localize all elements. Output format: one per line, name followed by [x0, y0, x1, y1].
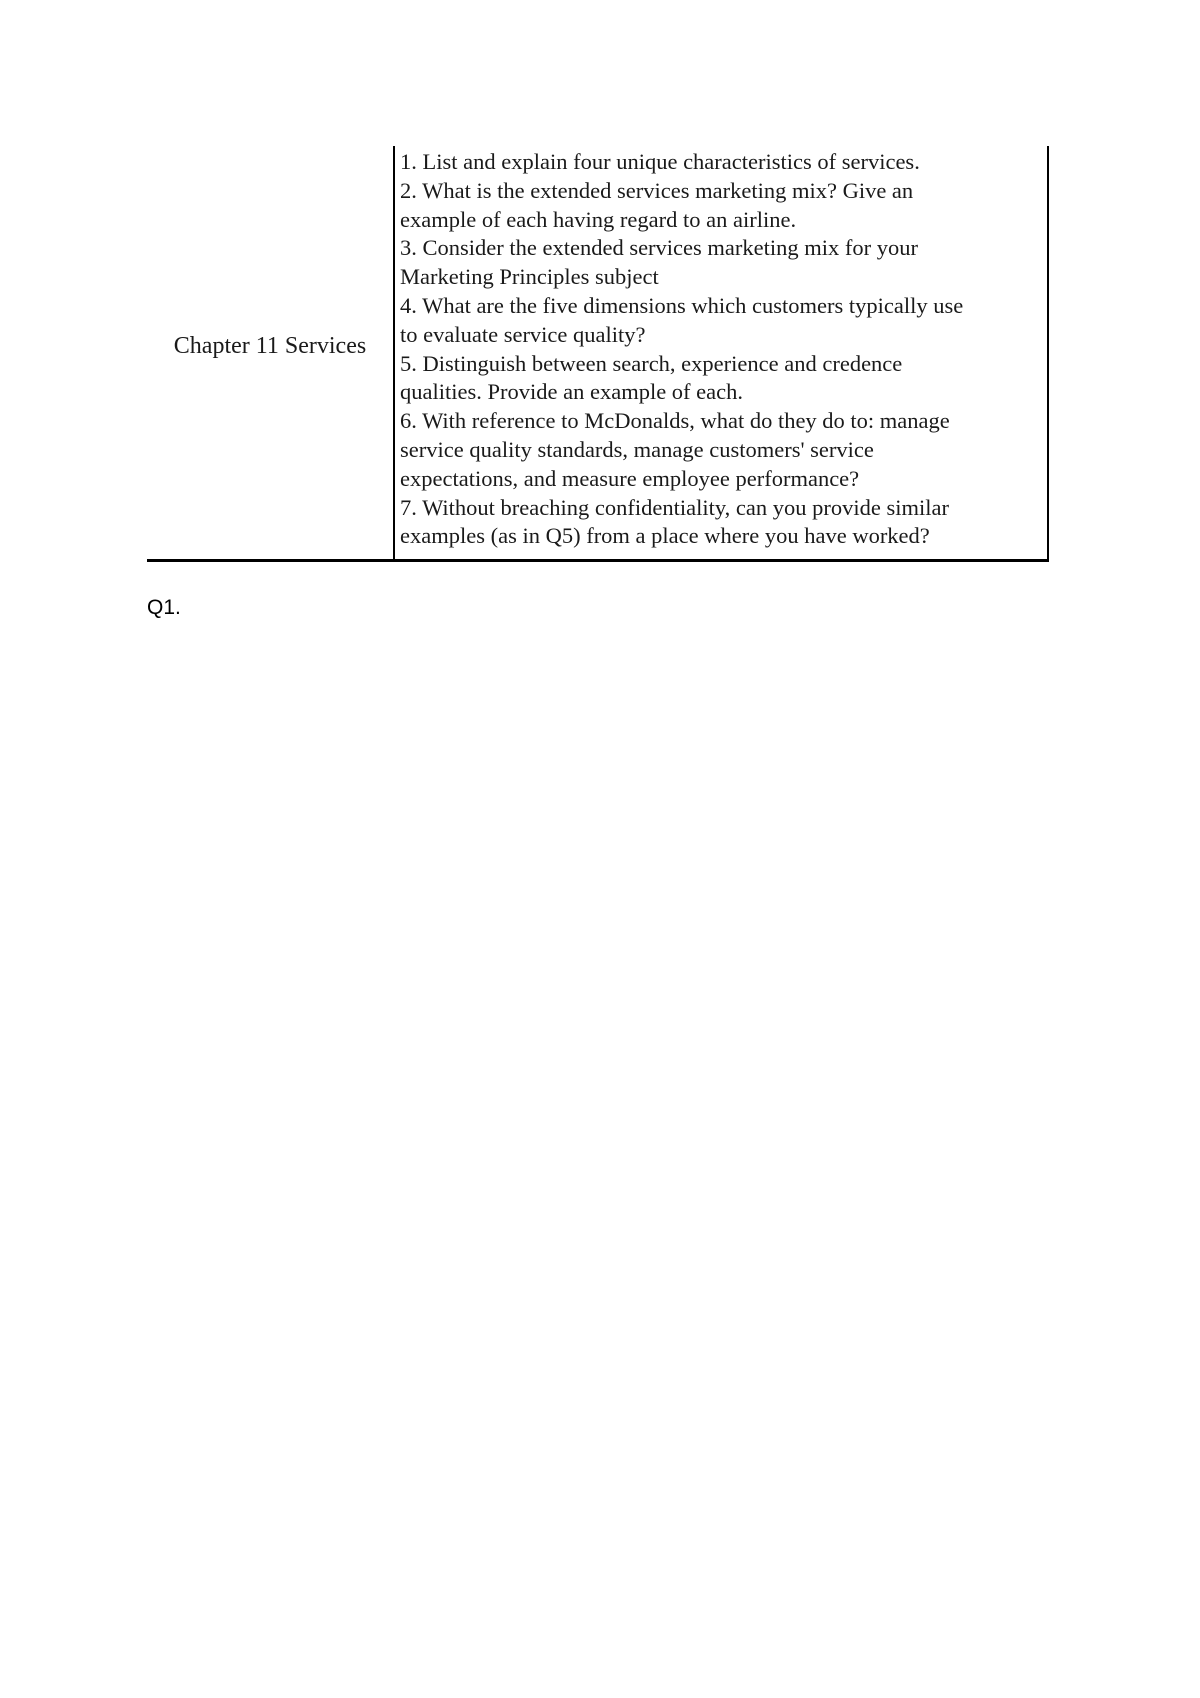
chapter-title: Chapter 11 Services — [173, 333, 367, 359]
question-6: 6. With reference to McDonalds, what do they do to: manage service quality standards, manage customers' service expectations, and measure employee performance? — [400, 408, 950, 491]
question-3: 3. Consider the extended services marketing mix for your Marketing Principles subject — [400, 235, 918, 290]
question-7: 7. Without breaching confidentiality, can you provide similar examples (as in Q5) from a place where you have worked? — [400, 494, 949, 549]
question-1: 1. List and explain four unique characteristics of services. — [400, 149, 920, 174]
question-2: 2. What is the extended services marketing mix? Give an example of each having regard to an airline. — [400, 177, 914, 232]
question-4: 4. What are the five dimensions which customers typically use to evaluate service quality? — [400, 292, 964, 347]
question-5: 5. Distinguish between search, experience and credence qualities. Provide an example of each. — [400, 350, 903, 405]
chapter-title-cell — [147, 146, 395, 559]
chapter-questions-table — [147, 146, 1049, 562]
section-heading-q1: Q1. — [147, 596, 181, 619]
questions-cell — [395, 146, 1049, 559]
